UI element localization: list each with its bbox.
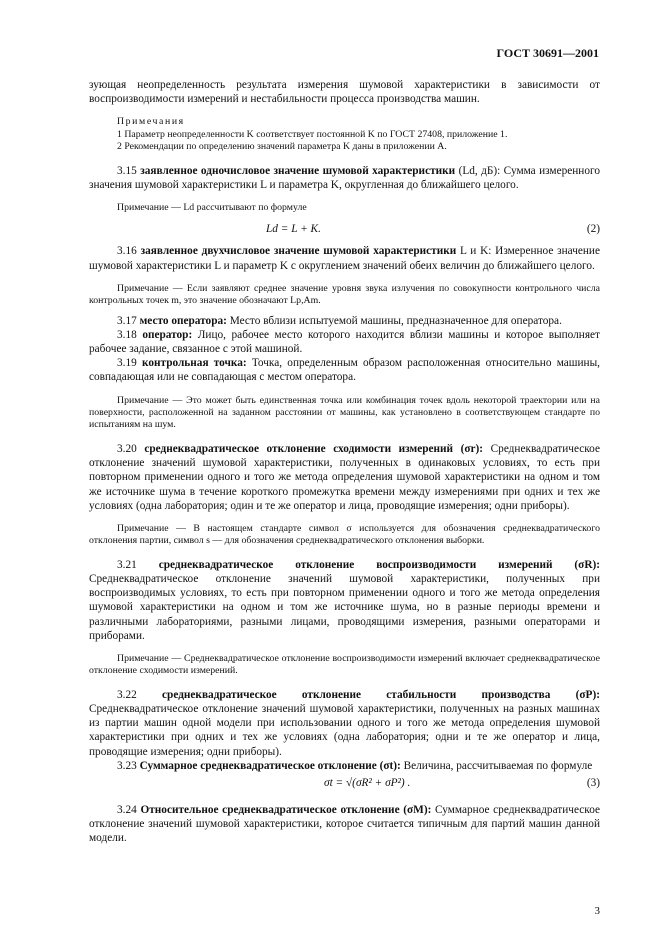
intro-paragraph: зующая неопределенность результата измерения шумовой характеристики в зависимости от воспроизводимости измерений и нестабильности процесса производства машин. [89, 79, 600, 106]
clause-3-20: 3.20 среднеквадратическое отклонение сходимости измерений (σr): Среднеквадратическое отклонение значений шумовой характеристики, полученных в одинаковых условиях, то есть при повторном применении одного и того же метода определения шумовой характеристики на одном и том же источнике шума в течение короткого промежутка времени между измерениями при одних и тех же условиях (одна лаборатория; один и те же оператор и лица, проводящие измерения; одни приборы). [89, 442, 600, 512]
note-item: 2 Рекомендации по определению значений параметра K даны в приложении А. [117, 141, 447, 153]
clause-3-21: 3.21 среднеквадратическое отклонение воспроизводимости измерений (σR): Среднеквадратическое отклонение значений шумовой характеристики, полученных при воспроизводимых условиях, то есть при повторном применении одного и того же метода определения шумовой характеристики на одном и том же источнике шума, но в разные периоды времени и различными лабораториями, разными лицами, проводящими измерения, разными операторами и приборами. [89, 558, 601, 642]
clause-term: заявленное одночисловое значение шумовой характеристики [140, 164, 456, 177]
note-3-15: Примечание — Ld рассчитывают по формуле [117, 202, 307, 214]
note-3-19: Примечание — Это может быть единственная точка или комбинация точек вдоль некоторой траектории или на поверхности, расположенной на заданном расстоянии от машины, как установлено в соответствующем стандарте по испытаниям на шум. [89, 394, 600, 431]
formula-2 [89, 220, 600, 238]
page-number: 3 [594, 905, 600, 917]
clause-3-16: 3.16 заявленное двухчисловое значение шумовой характеристики L и K: Измеренное значение шумовой характеристики L и параметр K с округлением значений обеих величин до ближайшего целого. [89, 245, 600, 272]
note-item: 1 Параметр неопределенности K соответствует постоянной K по ГОСТ 27408, приложение 1. [117, 128, 508, 140]
clause-3-18: 3.18 оператор: Лицо, рабочее место которого находится вблизи машины и которое выполняет рабочее задание, связанное с этой машиной. [89, 328, 600, 356]
clause-3-17: 3.17 место оператора: Место вблизи испытуемой машины, предназначенное для оператора. [117, 314, 562, 327]
note-3-21: Примечание — Среднеквадратическое отклонение воспроизводимости измерений включает среднеквадратическое отклонение сходимости измерений. [89, 652, 600, 677]
notes-block [89, 116, 600, 153]
document-header: ГОСТ 30691—2001 [496, 46, 599, 60]
formula-number: (2) [586, 223, 600, 236]
notes-title: Примечания [117, 116, 185, 128]
clause-3-19: 3.19 контрольная точка: Точка, определенным образом расположенная относительно машины, совпадающая или не совпадающая с местом оператора. [89, 357, 600, 384]
note-3-20: Примечание — В настоящем стандарте символ σ используется для обозначения среднеквадратического отклонения партии, символ s — для обозначения среднеквадратического отклонения выборки. [89, 522, 600, 547]
clause-3-15: 3.15 заявленное одночисловое значение шумовой характеристики (Ld, дБ): Сумма измеренного значения шумовой характеристики L и параметра K, округленная до ближайшего целого. [89, 164, 601, 191]
formula-3 [89, 773, 600, 797]
clause-3-23: 3.23 Суммарное среднеквадратическое отклонение (σt): Величина, рассчитываемая по формуле [117, 759, 593, 772]
formula-expression: σt = √(σR² + σP²) . [324, 776, 411, 789]
clause-3-22: 3.22 среднеквадратическое отклонение стабильности производства (σP): Среднеквадратическое отклонение значений шумовой характеристики, полученных на разных машинах из партии машин одной модели при использовании одного и того же метода определения шумовой характеристики при одних и тех же условиях (одна лаборатория; одни и те же оператор и лица, проводящие измерения; одни приборы). [89, 688, 600, 758]
formula-expression: Ld = L + K. [266, 223, 321, 236]
note-3-16: Примечание — Если заявляют среднее значение уровня звука излучения по совокупности контрольного числа контрольных точек m, это значение обозначают Lp,Am. [89, 282, 600, 307]
page-body [89, 78, 600, 846]
formula-number: (3) [586, 776, 600, 789]
clause-3-24: 3.24 Относительное среднеквадратическое отклонение (σM): Суммарное среднеквадратическое отклонение значений шумовой характеристики, которое считается типичным для партий машин данной модели. [89, 803, 600, 845]
